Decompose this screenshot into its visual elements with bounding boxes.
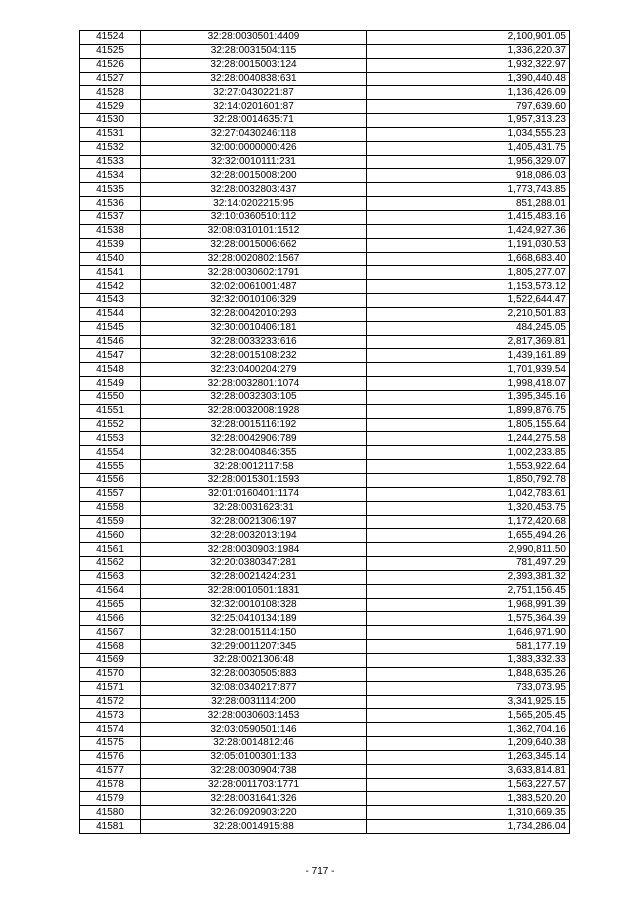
cadastral-number-cell: 32:28:0032303:105 [141, 390, 367, 404]
row-number-cell: 41531 [80, 127, 141, 141]
cadastral-number-cell: 32:28:0014915:88 [141, 820, 367, 834]
row-number-cell: 41575 [80, 737, 141, 751]
cadastral-number-cell: 32:28:0031114:200 [141, 695, 367, 709]
cadastral-number-cell: 32:28:0031623:31 [141, 501, 367, 515]
row-number-cell: 41542 [80, 280, 141, 294]
page-number: - 717 - [305, 866, 335, 877]
table-row [80, 377, 570, 391]
value-cell: 781,497.29 [367, 557, 570, 571]
row-number-cell: 41580 [80, 806, 141, 820]
cadastral-number-cell: 32:28:0030603:1453 [141, 709, 367, 723]
cadastral-number-cell: 32:27:0430221:87 [141, 86, 367, 100]
row-number-cell: 41527 [80, 72, 141, 86]
value-cell: 1,390,440.48 [367, 72, 570, 86]
row-number-cell: 41561 [80, 543, 141, 557]
cadastral-number-cell: 32:28:0032803:437 [141, 183, 367, 197]
value-cell: 1,405,431.75 [367, 141, 570, 155]
row-number-cell: 41557 [80, 487, 141, 501]
table-row [80, 695, 570, 709]
table-row [80, 114, 570, 128]
value-cell: 851,288.01 [367, 197, 570, 211]
value-cell: 1,244,275.58 [367, 432, 570, 446]
table-row [80, 515, 570, 529]
table-row [80, 321, 570, 335]
value-cell: 733,073.95 [367, 681, 570, 695]
value-cell: 2,817,369.81 [367, 335, 570, 349]
cadastral-number-cell: 32:28:0042010:293 [141, 307, 367, 321]
table-row [80, 446, 570, 460]
table-row [80, 363, 570, 377]
value-cell: 3,341,925.15 [367, 695, 570, 709]
cadastral-number-cell: 32:28:0031504:115 [141, 44, 367, 58]
cadastral-number-cell: 32:28:0014635:71 [141, 114, 367, 128]
value-cell: 1,956,329.07 [367, 155, 570, 169]
value-cell: 2,751,156.45 [367, 584, 570, 598]
row-number-cell: 41563 [80, 570, 141, 584]
table-row [80, 681, 570, 695]
value-cell: 1,848,635.26 [367, 667, 570, 681]
cadastral-number-cell: 32:10:0360510:112 [141, 210, 367, 224]
value-cell: 1,701,939.54 [367, 363, 570, 377]
cadastral-number-cell: 32:28:0032008:1928 [141, 404, 367, 418]
value-cell: 1,957,313.23 [367, 114, 570, 128]
row-number-cell: 41532 [80, 141, 141, 155]
table-row [80, 529, 570, 543]
table-row [80, 349, 570, 363]
row-number-cell: 41552 [80, 418, 141, 432]
row-number-cell: 41540 [80, 252, 141, 266]
table-row [80, 86, 570, 100]
value-cell: 1,805,277.07 [367, 266, 570, 280]
value-cell: 2,100,901.05 [367, 31, 570, 45]
row-number-cell: 41544 [80, 307, 141, 321]
value-cell: 1,655,494.26 [367, 529, 570, 543]
table-row [80, 224, 570, 238]
value-cell: 1,773,743.85 [367, 183, 570, 197]
value-cell: 3,633,814.81 [367, 764, 570, 778]
table-row [80, 72, 570, 86]
row-number-cell: 41567 [80, 626, 141, 640]
row-number-cell: 41568 [80, 640, 141, 654]
table-row [80, 598, 570, 612]
table-row [80, 169, 570, 183]
table-row [80, 44, 570, 58]
row-number-cell: 41559 [80, 515, 141, 529]
value-cell: 1,002,233.85 [367, 446, 570, 460]
table-row [80, 612, 570, 626]
table-row [80, 501, 570, 515]
table-row [80, 58, 570, 72]
value-cell: 1,998,418.07 [367, 377, 570, 391]
cadastral-number-cell: 32:28:0015006:662 [141, 238, 367, 252]
cadastral-number-cell: 32:28:0014812:46 [141, 737, 367, 751]
cadastral-number-cell: 32:14:0202215:95 [141, 197, 367, 211]
row-number-cell: 41570 [80, 667, 141, 681]
row-number-cell: 41554 [80, 446, 141, 460]
value-cell: 2,210,501.83 [367, 307, 570, 321]
row-number-cell: 41535 [80, 183, 141, 197]
row-number-cell: 41564 [80, 584, 141, 598]
row-number-cell: 41534 [80, 169, 141, 183]
row-number-cell: 41569 [80, 653, 141, 667]
row-number-cell: 41529 [80, 100, 141, 114]
cadastral-number-cell: 32:14:0201601:87 [141, 100, 367, 114]
value-cell: 1,424,927.36 [367, 224, 570, 238]
row-number-cell: 41576 [80, 750, 141, 764]
table-row [80, 418, 570, 432]
row-number-cell: 41526 [80, 58, 141, 72]
table-row [80, 653, 570, 667]
cadastral-number-cell: 32:28:0015003:124 [141, 58, 367, 72]
row-number-cell: 41524 [80, 31, 141, 45]
table-row [80, 778, 570, 792]
cadastral-number-cell: 32:28:0030501:4409 [141, 31, 367, 45]
cadastral-number-cell: 32:02:0061001:487 [141, 280, 367, 294]
table-row [80, 737, 570, 751]
value-cell: 581,177.19 [367, 640, 570, 654]
cadastral-number-cell: 32:25:0410134:189 [141, 612, 367, 626]
row-number-cell: 41562 [80, 557, 141, 571]
cadastral-number-cell: 32:28:0020802:1567 [141, 252, 367, 266]
cadastral-number-cell: 32:30:0010406:181 [141, 321, 367, 335]
table-row [80, 764, 570, 778]
cadastral-number-cell: 32:28:0012117:58 [141, 460, 367, 474]
cadastral-number-cell: 32:28:0015108:232 [141, 349, 367, 363]
cadastral-number-cell: 32:27:0430246:118 [141, 127, 367, 141]
row-number-cell: 41548 [80, 363, 141, 377]
value-cell: 1,263,345.14 [367, 750, 570, 764]
cadastral-number-cell: 32:28:0040846:355 [141, 446, 367, 460]
value-cell: 1,209,640.38 [367, 737, 570, 751]
row-number-cell: 41551 [80, 404, 141, 418]
cadastral-number-cell: 32:28:0030904:738 [141, 764, 367, 778]
table-row [80, 294, 570, 308]
table-row [80, 792, 570, 806]
table-row [80, 640, 570, 654]
row-number-cell: 41581 [80, 820, 141, 834]
table-row [80, 127, 570, 141]
value-cell: 1,439,161.89 [367, 349, 570, 363]
row-number-cell: 41574 [80, 723, 141, 737]
row-number-cell: 41556 [80, 474, 141, 488]
table-row [80, 31, 570, 45]
cadastral-number-cell: 32:28:0032013:194 [141, 529, 367, 543]
table-row [80, 474, 570, 488]
cadastral-number-cell: 32:01:0160401:1174 [141, 487, 367, 501]
cadastral-number-cell: 32:28:0030602:1791 [141, 266, 367, 280]
row-number-cell: 41538 [80, 224, 141, 238]
value-cell: 1,850,792.78 [367, 474, 570, 488]
value-cell: 1,899,876.75 [367, 404, 570, 418]
value-cell: 1,668,683.40 [367, 252, 570, 266]
value-cell: 1,383,332.33 [367, 653, 570, 667]
table-row [80, 141, 570, 155]
table-row [80, 460, 570, 474]
row-number-cell: 41530 [80, 114, 141, 128]
row-number-cell: 41539 [80, 238, 141, 252]
cadastral-number-cell: 32:03:0590501:146 [141, 723, 367, 737]
cadastral-number-cell: 32:28:0032801:1074 [141, 377, 367, 391]
table-row [80, 432, 570, 446]
value-cell: 797,639.60 [367, 100, 570, 114]
cadastral-number-cell: 32:08:0340217:877 [141, 681, 367, 695]
cadastral-number-cell: 32:28:0021306:197 [141, 515, 367, 529]
value-cell: 1,932,322.97 [367, 58, 570, 72]
row-number-cell: 41566 [80, 612, 141, 626]
value-cell: 1,172,420.68 [367, 515, 570, 529]
row-number-cell: 41565 [80, 598, 141, 612]
value-cell: 1,395,345.16 [367, 390, 570, 404]
table-row [80, 667, 570, 681]
table-row [80, 709, 570, 723]
cadastral-number-cell: 32:32:0010108:328 [141, 598, 367, 612]
table-row [80, 404, 570, 418]
row-number-cell: 41537 [80, 210, 141, 224]
row-number-cell: 41541 [80, 266, 141, 280]
row-number-cell: 41528 [80, 86, 141, 100]
row-number-cell: 41536 [80, 197, 141, 211]
cadastral-number-cell: 32:28:0015301:1593 [141, 474, 367, 488]
table-row [80, 806, 570, 820]
value-cell: 1,734,286.04 [367, 820, 570, 834]
value-cell: 484,245.05 [367, 321, 570, 335]
cadastral-number-cell: 32:28:0040838:631 [141, 72, 367, 86]
cadastral-number-cell: 32:28:0030903:1984 [141, 543, 367, 557]
value-cell: 1,336,220.37 [367, 44, 570, 58]
value-cell: 1,136,426.09 [367, 86, 570, 100]
value-cell: 1,646,971.90 [367, 626, 570, 640]
table-row [80, 390, 570, 404]
table-row [80, 723, 570, 737]
cadastral-number-cell: 32:28:0042906:789 [141, 432, 367, 446]
table-row [80, 266, 570, 280]
value-cell: 1,522,644.47 [367, 294, 570, 308]
cadastral-number-cell: 32:32:0010106:329 [141, 294, 367, 308]
row-number-cell: 41543 [80, 294, 141, 308]
table-row [80, 335, 570, 349]
table-row [80, 210, 570, 224]
value-cell: 1,383,520.20 [367, 792, 570, 806]
table-row [80, 238, 570, 252]
value-cell: 1,415,483.16 [367, 210, 570, 224]
table-row [80, 570, 570, 584]
row-number-cell: 41579 [80, 792, 141, 806]
row-number-cell: 41549 [80, 377, 141, 391]
value-cell: 1,805,155.64 [367, 418, 570, 432]
table-body [80, 31, 570, 834]
row-number-cell: 41545 [80, 321, 141, 335]
cadastral-number-cell: 32:05:0100301:133 [141, 750, 367, 764]
row-number-cell: 41577 [80, 764, 141, 778]
table-row [80, 155, 570, 169]
value-cell: 1,565,205.45 [367, 709, 570, 723]
row-number-cell: 41578 [80, 778, 141, 792]
table-row [80, 280, 570, 294]
cadastral-number-cell: 32:29:0011207:345 [141, 640, 367, 654]
value-cell: 1,320,453.75 [367, 501, 570, 515]
cadastral-number-cell: 32:28:0033233:616 [141, 335, 367, 349]
table-row [80, 750, 570, 764]
value-cell: 1,191,030.53 [367, 238, 570, 252]
value-cell: 1,553,922.64 [367, 460, 570, 474]
table-row [80, 252, 570, 266]
row-number-cell: 41533 [80, 155, 141, 169]
table-row [80, 307, 570, 321]
cadastral-number-cell: 32:23:0400204:279 [141, 363, 367, 377]
cadastral-number-cell: 32:00:0000000:426 [141, 141, 367, 155]
cadastral-number-cell: 32:26:0920903:220 [141, 806, 367, 820]
cadastral-number-cell: 32:28:0021424:231 [141, 570, 367, 584]
cadastral-number-cell: 32:28:0031641:326 [141, 792, 367, 806]
table-row [80, 584, 570, 598]
cadastral-number-cell: 32:28:0010501:1831 [141, 584, 367, 598]
cadastral-number-cell: 32:20:0380347:281 [141, 557, 367, 571]
row-number-cell: 41560 [80, 529, 141, 543]
cadastral-value-table [79, 30, 570, 834]
value-cell: 1,034,555.23 [367, 127, 570, 141]
cadastral-number-cell: 32:28:0011703:1771 [141, 778, 367, 792]
row-number-cell: 41573 [80, 709, 141, 723]
value-cell: 1,310,669.35 [367, 806, 570, 820]
value-cell: 1,563,227.57 [367, 778, 570, 792]
row-number-cell: 41546 [80, 335, 141, 349]
row-number-cell: 41572 [80, 695, 141, 709]
value-cell: 1,362,704.16 [367, 723, 570, 737]
value-cell: 1,153,573.12 [367, 280, 570, 294]
value-cell: 1,968,991.39 [367, 598, 570, 612]
table-row [80, 487, 570, 501]
table-row [80, 820, 570, 834]
row-number-cell: 41547 [80, 349, 141, 363]
value-cell: 2,393,381.32 [367, 570, 570, 584]
document-page [79, 30, 569, 834]
cadastral-number-cell: 32:28:0030505:883 [141, 667, 367, 681]
row-number-cell: 41550 [80, 390, 141, 404]
row-number-cell: 41525 [80, 44, 141, 58]
table-row [80, 557, 570, 571]
cadastral-number-cell: 32:28:0021306:48 [141, 653, 367, 667]
table-row [80, 183, 570, 197]
row-number-cell: 41558 [80, 501, 141, 515]
table-row [80, 626, 570, 640]
cadastral-number-cell: 32:32:0010111:231 [141, 155, 367, 169]
table-row [80, 543, 570, 557]
cadastral-number-cell: 32:28:0015114:150 [141, 626, 367, 640]
cadastral-number-cell: 32:28:0015008:200 [141, 169, 367, 183]
value-cell: 2,990,811.50 [367, 543, 570, 557]
table-row [80, 197, 570, 211]
row-number-cell: 41555 [80, 460, 141, 474]
value-cell: 1,042,783.61 [367, 487, 570, 501]
value-cell: 918,086.03 [367, 169, 570, 183]
row-number-cell: 41571 [80, 681, 141, 695]
cadastral-number-cell: 32:08:0310101:1512 [141, 224, 367, 238]
table-row [80, 100, 570, 114]
value-cell: 1,575,364.39 [367, 612, 570, 626]
cadastral-number-cell: 32:28:0015116:192 [141, 418, 367, 432]
row-number-cell: 41553 [80, 432, 141, 446]
